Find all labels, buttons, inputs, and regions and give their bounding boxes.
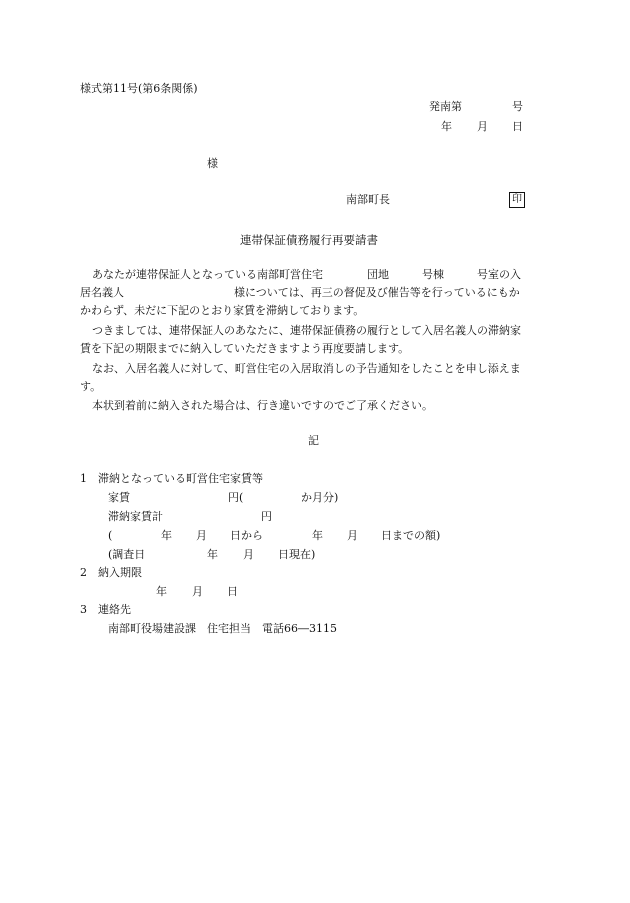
addressee-suffix: 様 (207, 157, 218, 170)
period-year-2: 年 (312, 529, 323, 542)
body-line: 本状到着前に納入された場合は、行き違いですのでご了承ください。 (92, 399, 433, 412)
survey-label: (調査日 (108, 548, 146, 561)
body-paragraph-1 (80, 266, 550, 320)
survey-day: 日現在) (278, 548, 316, 561)
issue-date-month: 月 (477, 120, 488, 133)
seal-mark: 印 (509, 192, 525, 208)
period-until: 日までの額) (381, 529, 441, 542)
body-paragraph-4 (80, 397, 550, 415)
body-line: つきましては、連帯保証人のあなたに、連帯保証債務の履行として入居名義人の滞納家 (92, 324, 521, 337)
arrears-label: 滞納家賃計 (108, 510, 163, 523)
period-month-2: 月 (347, 529, 358, 542)
rent-months: か月分) (301, 491, 339, 504)
period-open: ( (108, 529, 113, 542)
body-line: 賃を下記の期限までに納入していただきますよう再度要請します。 (80, 342, 410, 355)
deadline-month: 月 (192, 585, 203, 598)
body-paragraph-3 (80, 360, 550, 396)
survey-month: 月 (243, 548, 254, 561)
issue-date-day: 日 (512, 120, 523, 133)
document-title: 連帯保証債務履行再要請書 (240, 233, 378, 247)
arrears-yen: 円 (261, 510, 272, 523)
rent-label: 家賃 (108, 491, 130, 504)
survey-year: 年 (207, 548, 218, 561)
sender-title: 南部町長 (346, 193, 390, 206)
rent-yen: 円( (228, 491, 244, 504)
body-line: なお、入居名義人に対して、町営住宅の入居取消しの予告通知をしたことを申し添えま (92, 362, 521, 375)
ki-heading: 記 (308, 434, 319, 447)
item1-heading: 1 滞納となっている町営住宅家賃等 (80, 472, 263, 485)
deadline-day: 日 (227, 585, 238, 598)
document-number-suffix: 号 (512, 100, 523, 113)
form-number: 様式第11号(第6条関係) (80, 82, 198, 95)
body-line: す。 (80, 380, 102, 393)
issue-date-year: 年 (441, 120, 452, 133)
deadline-year: 年 (156, 585, 167, 598)
body-line: あなたが連帯保証人となっている南部町営住宅 団地 号棟 号室の入 (92, 268, 521, 281)
body-line: 居名義人 様については、再三の督促及び催告等を行っているにもか (80, 286, 520, 299)
period-year-1: 年 (161, 529, 172, 542)
body-line: かわらず、未だに下記のとおり家賃を滞納しております。 (80, 304, 365, 317)
body-paragraph-2 (80, 322, 550, 358)
document-number-prefix: 発南第 (429, 100, 462, 113)
period-from: 日から (230, 529, 263, 542)
contact-info: 南部町役場建設課 住宅担当 電話66―3115 (108, 622, 337, 635)
period-month-1: 月 (196, 529, 207, 542)
item3-heading: 3 連絡先 (80, 603, 131, 616)
item2-heading: 2 納入期限 (80, 566, 142, 579)
